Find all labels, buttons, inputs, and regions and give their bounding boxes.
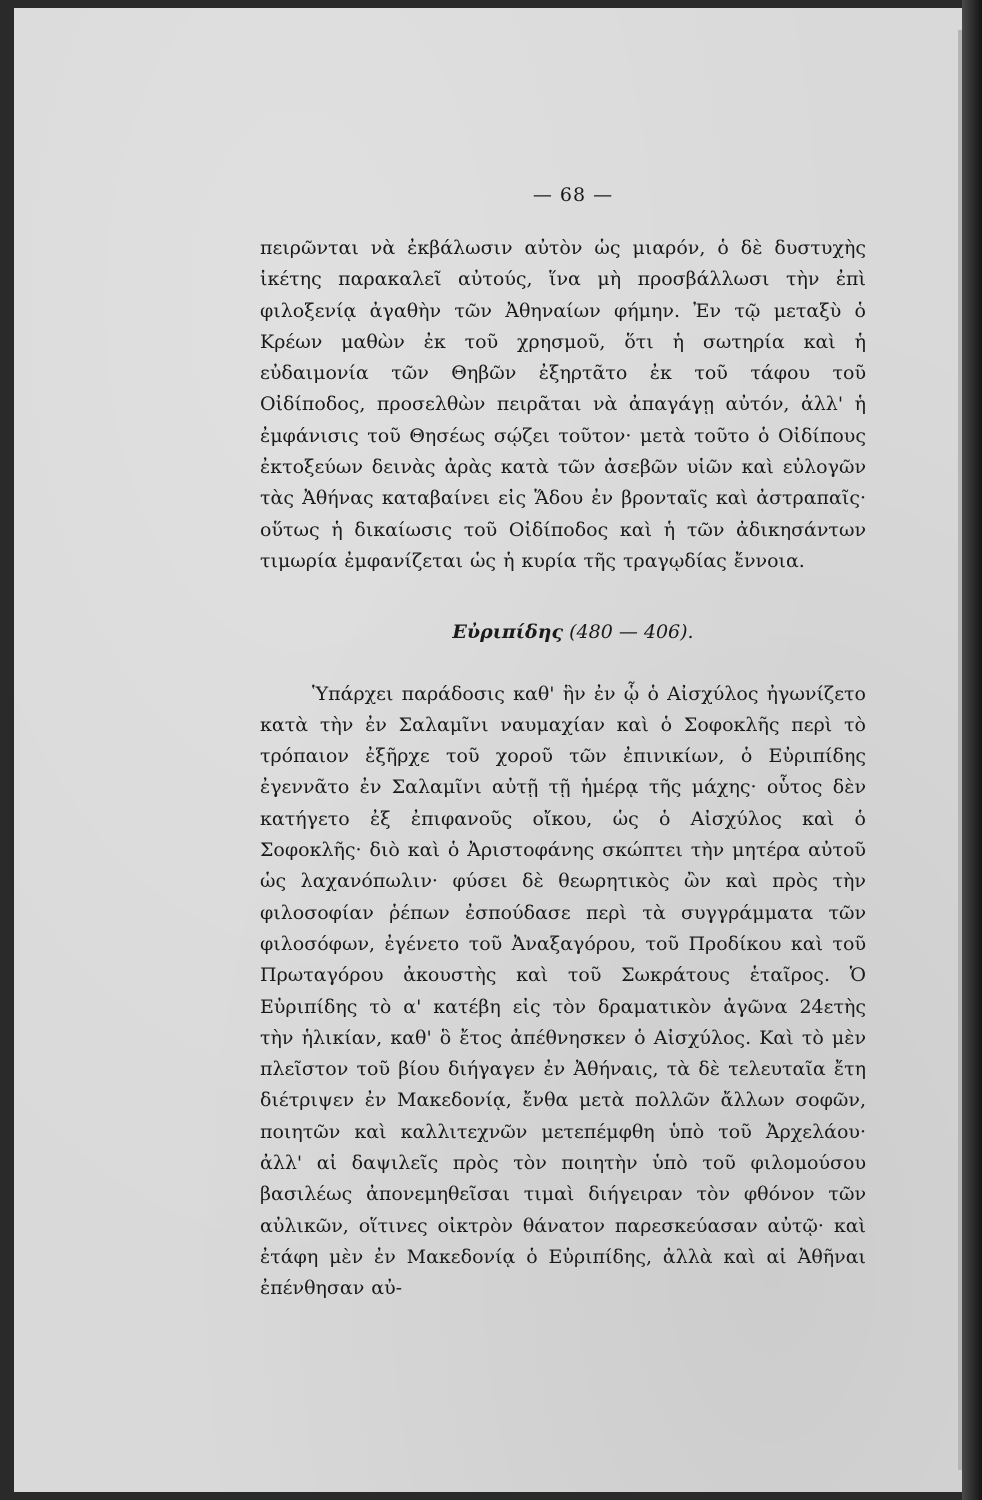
paragraph-2: Ὑπάρχει παράδοσις καθ' ἣν ἐν ᾧ ὁ Αἰσχύλος ἠγωνίζετο κατὰ τὴν ἐν Σαλαμῖνι ναυμαχίαν καὶ ὁ Σοφοκλῆς περὶ τὸ τρόπαιον ἐξῆρχε τοῦ χοροῦ τῶν ἐπινικίων, ὁ Εὐριπίδης ἐγεννᾶτο ἐν Σαλαμῖνι αὐτῇ τῇ ἡμέρᾳ τῆς μάχης· οὗτος δὲν κατήγετο ἐξ ἐπιφανοῦς οἴκου, ὡς ὁ Αἰσχύλος καὶ ὁ Σοφοκλῆς· διὸ καὶ ὁ Ἀριστοφάνης σκώπτει τὴν μητέρα αὐτοῦ ὡς λαχανόπωλιν· φύσει δὲ θεωρητικὸς ὢν καὶ πρὸς τὴν φιλοσοφίαν ῥέπων ἐσπούδασε περὶ τὰ συγγράμματα τῶν φιλοσόφων, ἐγένετο τοῦ Ἀναξαγόρου, τοῦ Προδίκου καὶ τοῦ Πρωταγόρου ἀκουστὴς καὶ τοῦ Σωκράτους ἑταῖρος. Ὁ Εὐριπίδης τὸ α' κατέβη εἰς τὸν δραματικὸν ἀγῶνα 24ετὴς τὴν ἡλικίαν, καθ' ὃ ἔτος ἀπέθνησκεν ὁ Αἰσχύλος. Καὶ τὸ μὲν πλεῖστον τοῦ βίου διήγαγεν ἐν Ἀθήναις, τὰ δὲ τελευταῖα ἔτη διέτριψεν ἐν Μακεδονίᾳ, ἔνθα μετὰ πολλῶν ἄλλων σοφῶν, ποιητῶν καὶ καλλιτεχνῶν μετεπέμφθη ὑπὸ τοῦ Ἀρχελάου· ἀλλ' αἱ δαψιλεῖς πρὸς τὸν ποιητὴν ὑπὸ τοῦ φιλομούσου βασιλέως ἀπονεμηθεῖσαι τιμαὶ διήγειραν τὸν φθόνον τῶν αὐλικῶν, οἵτινες οἰκτρὸν θάνατον παρεσκεύασαν αὐτῷ· καὶ ἐτάφη μὲν ἐν Μακεδονίᾳ ὁ Εὐριπίδης, ἀλλὰ καὶ αἱ Ἀθῆναι ἐπένθησαν αὐ- [260, 682, 866, 1300]
section-heading [260, 617, 866, 648]
page-number: — 68 — [532, 184, 614, 206]
heading-name: Εὐριπίδης [452, 621, 564, 644]
paragraph-1: πειρῶνται νὰ ἐκβάλωσιν αὐτὸν ὡς μιαρόν, ὁ δὲ δυστυχὴς ἱκέτης παρακαλεῖ αὐτούς, ἵνα μὴ προσβάλλωσι τὴν ἐπὶ φιλοξενίᾳ ἀγαθὴν τῶν Ἀθηναίων φήμην. Ἐν τῷ μεταξὺ ὁ Κρέων μαθὼν ἐκ τοῦ χρησμοῦ, ὅτι ἡ σωτηρία καὶ ἡ εὐδαιμονία τῶν Θηβῶν ἐξηρτᾶτο ἐκ τοῦ τάφου τοῦ Οἰδίποδος, προσελθὼν πειρᾶται νὰ ἀπαγάγῃ αὐτόν, ἀλλ' ἡ ἐμφάνισις τοῦ Θησέως σῴζει τοῦτον· μετὰ τοῦτο ὁ Οἰδίπους ἐκτοξεύων δεινὰς ἀρὰς κατὰ τῶν ἀσεβῶν υἱῶν καὶ εὐλογῶν τὰς Ἀθήνας καταβαίνει εἰς Ἅδου ἐν βρονταῖς καὶ ἀστραπαῖς· οὕτως ἡ δικαίωσις τοῦ Οἰδίποδος καὶ ἡ τῶν ἀδικησάντων τιμωρία ἐμφανίζεται ὡς ἡ κυρία τῆς τραγῳδίας ἔννοια. [260, 237, 866, 572]
gutter-shadow [962, 0, 982, 1500]
heading-dates: (480 — 406). [569, 621, 694, 644]
page-text-block [260, 180, 866, 1305]
